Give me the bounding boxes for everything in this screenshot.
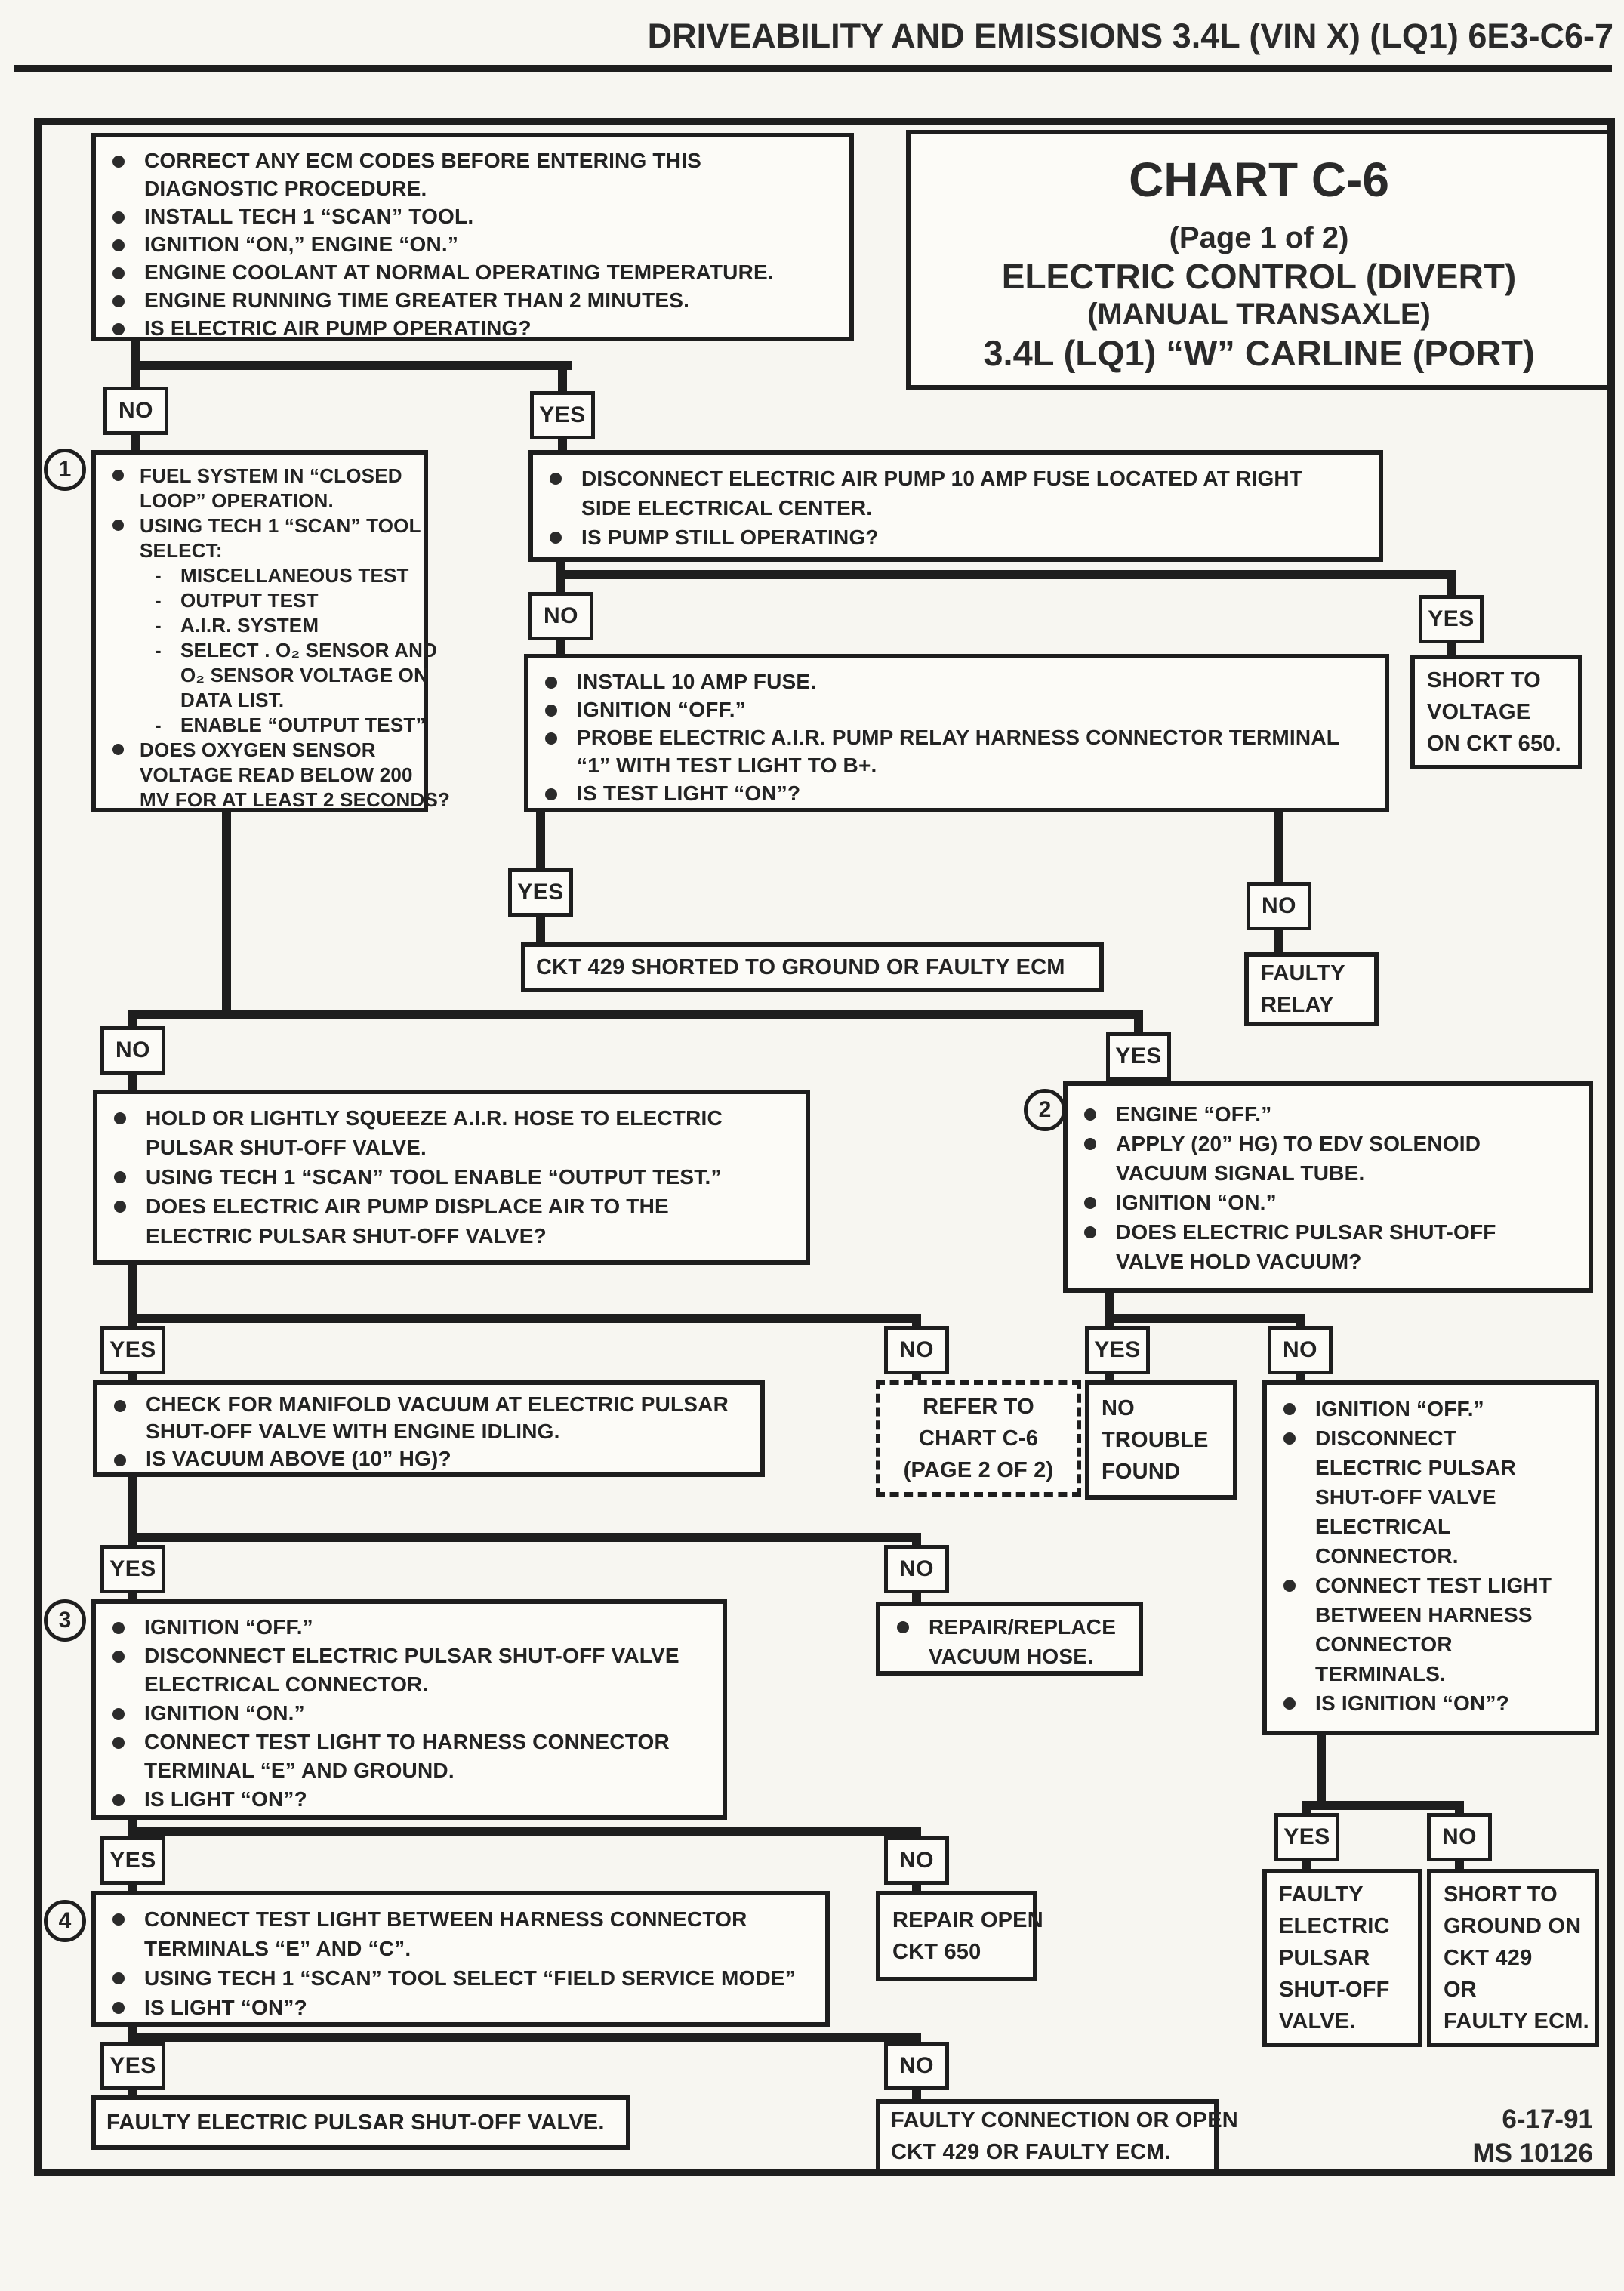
step1-fuel-system-box: FUEL SYSTEM IN “CLOSED LOOP” OPERATION. USING TECH 1 “SCAN” TOOL SELECT: - MISCELLANEOUS TEST - OUTPUT TEST - A.I.R. SYSTEM - SELECT . O₂ SENSOR AND O₂ SENSOR VOLTAGE ON DATA LIST. - ENABLE “OUTPUT TEST” DOES OXYGEN SENSOR VOLTAGE READ BELOW 200 MV FOR AT LEAST 2 SECONDS? <box>91 450 428 812</box>
connector <box>1274 927 1283 955</box>
label-no-ignition: NO <box>1427 1813 1492 1861</box>
chart-subtitle-2: (MANUAL TRANSAXLE) <box>1087 298 1431 331</box>
step3-test-light-box: IGNITION “OFF.” DISCONNECT ELECTRIC PULSAR SHUT-OFF VALVE ELECTRICAL CONNECTOR. IGNITION “ON.” CONNECT TEST LIGHT TO HARNESS CONNECTOR TERMINAL “E” AND GROUND. IS LIGHT “ON”? <box>91 1599 727 1820</box>
footer-doc-number: MS 10126 <box>1472 2138 1593 2168</box>
chart-page: (Page 1 of 2) <box>1169 221 1349 254</box>
label-yes-pump: YES <box>1419 595 1484 643</box>
chart-subtitle-1: ELECTRIC CONTROL (DIVERT) <box>1001 257 1517 296</box>
label-no-o2: NO <box>100 1026 165 1075</box>
connector <box>222 806 231 1019</box>
label-yes-testlight: YES <box>508 868 573 917</box>
no-trouble-found-box: NO TROUBLE FOUND <box>1085 1380 1237 1500</box>
connector <box>128 1010 1143 1019</box>
faulty-pulsar-bottom-box: FAULTY ELECTRIC PULSAR SHUT-OFF VALVE. <box>91 2095 630 2150</box>
short-to-ground-box: SHORT TO GROUND ON CKT 429 OR FAULTY ECM. <box>1427 1869 1599 2047</box>
footer-date: 6-17-91 <box>1502 2104 1593 2134</box>
connector <box>558 361 567 394</box>
connector <box>128 1533 921 1542</box>
squeeze-hose-box: HOLD OR LIGHTLY SQUEEZE A.I.R. HOSE TO ELECTRIC PULSAR SHUT-OFF VALVE. USING TECH 1 “SCAN” TOOL ENABLE “OUTPUT TEST.” DOES ELECTRIC AIR PUMP DISPLACE AIR TO THE ELECTRIC PULSAR SHUT-OFF VALVE? <box>93 1090 810 1265</box>
label-yes-manifold: YES <box>100 1545 165 1593</box>
page-header-title: DRIVEABILITY AND EMISSIONS 3.4L (VIN X) (LQ1) 6E3-C6-7 <box>647 17 1613 55</box>
refer-chart-c6-box: REFER TO CHART C-6 (PAGE 2 OF 2) <box>876 1380 1081 1497</box>
check-vacuum-box: CHECK FOR MANIFOLD VACUUM AT ELECTRIC PULSAR SHUT-OFF VALVE WITH ENGINE IDLING. IS VACUUM ABOVE (10” HG)? <box>93 1380 765 1477</box>
step-number-3: 3 <box>44 1599 86 1642</box>
chart-subtitle-3: 3.4L (LQ1) “W” CARLINE (PORT) <box>983 333 1535 373</box>
repair-vacuum-hose-box: REPAIR/REPLACE VACUUM HOSE. <box>876 1602 1143 1676</box>
label-yes-field-service: YES <box>100 2042 165 2090</box>
entry-conditions-box: CORRECT ANY ECM CODES BEFORE ENTERING THIS DIAGNOSTIC PROCEDURE. INSTALL TECH 1 “SCAN” TOOL. IGNITION “ON,” ENGINE “ON.” ENGINE COOLANT AT NORMAL OPERATING TEMPERATURE. ENGINE RUNNING TIME GREATER THAN 2 MINUTES. IS ELECTRIC AIR PUMP OPERATING? <box>91 133 854 341</box>
faulty-pulsar-valve-box: FAULTY ELECTRIC PULSAR SHUT-OFF VALVE. <box>1262 1869 1422 2047</box>
label-no-displace: NO <box>884 1326 949 1374</box>
label-no-manifold: NO <box>884 1545 949 1593</box>
repair-open-ckt650-box: REPAIR OPEN CKT 650 <box>876 1891 1037 1981</box>
label-no-entry: NO <box>103 387 168 435</box>
label-no-holdvac: NO <box>1268 1326 1333 1374</box>
connector <box>128 1474 137 1542</box>
connector <box>131 361 572 370</box>
step-number-4: 4 <box>44 1900 86 1942</box>
step4-field-service-box: CONNECT TEST LIGHT BETWEEN HARNESS CONNECTOR TERMINALS “E” AND “C”. USING TECH 1 “SCAN” TOOL SELECT “FIELD SERVICE MODE” IS LIGHT “ON”? <box>91 1891 830 2027</box>
connector <box>1105 1314 1305 1323</box>
label-yes-holdvac: YES <box>1085 1326 1150 1374</box>
label-no-field-service: NO <box>884 2042 949 2090</box>
connector <box>128 1827 921 1836</box>
connector <box>128 1314 921 1323</box>
footer-revision <box>1397 2102 1593 2170</box>
step-number-1: 1 <box>44 449 86 491</box>
label-yes-ignition: YES <box>1274 1813 1339 1861</box>
label-no-pump: NO <box>528 592 593 640</box>
faulty-connection-box: FAULTY CONNECTION OR OPEN CKT 429 OR FAULTY ECM. <box>876 2099 1219 2173</box>
label-no-light-e: NO <box>884 1836 949 1885</box>
connector <box>1274 806 1283 885</box>
step2-vacuum-box: ENGINE “OFF.” APPLY (20” HG) TO EDV SOLENOID VACUUM SIGNAL TUBE. IGNITION “ON.” DOES ELECTRIC PULSAR SHUT-OFF VALVE HOLD VACUUM? <box>1063 1081 1593 1293</box>
connector <box>1317 1732 1326 1805</box>
install-fuse-box: INSTALL 10 AMP FUSE. IGNITION “OFF.” PROBE ELECTRIC A.I.R. PUMP RELAY HARNESS CONNECTOR TERMINAL “1” WITH TEST LIGHT TO B+. IS TEST LIGHT “ON”? <box>524 654 1389 812</box>
connector <box>536 806 545 871</box>
chart-title-block <box>906 130 1612 390</box>
connector <box>1302 1801 1464 1810</box>
label-yes-o2: YES <box>1106 1032 1171 1081</box>
connector <box>128 2033 921 2042</box>
label-yes-displace: YES <box>100 1326 165 1374</box>
right-test-light-box: IGNITION “OFF.” DISCONNECT ELECTRIC PULSAR SHUT-OFF VALVE ELECTRICAL CONNECTOR. CONNECT TEST LIGHT BETWEEN HARNESS CONNECTOR TERMINALS. IS IGNITION “ON”? <box>1262 1380 1599 1735</box>
header-rule <box>14 65 1612 72</box>
chart-title: CHART C-6 <box>1129 153 1389 207</box>
step-number-2: 2 <box>1024 1089 1066 1131</box>
disconnect-fuse-box: DISCONNECT ELECTRIC AIR PUMP 10 AMP FUSE LOCATED AT RIGHT SIDE ELECTRICAL CENTER. IS PUMP STILL OPERATING? <box>528 450 1383 562</box>
faulty-relay-box: FAULTY RELAY <box>1244 952 1379 1026</box>
connector <box>556 570 1456 579</box>
short-to-voltage-box: SHORT TO VOLTAGE ON CKT 650. <box>1410 655 1582 769</box>
label-yes-entry: YES <box>530 391 595 439</box>
label-no-testlight: NO <box>1247 882 1311 930</box>
connector <box>536 914 545 945</box>
ckt429-shorted-box: CKT 429 SHORTED TO GROUND OR FAULTY ECM <box>521 942 1104 992</box>
label-yes-light-e: YES <box>100 1836 165 1885</box>
